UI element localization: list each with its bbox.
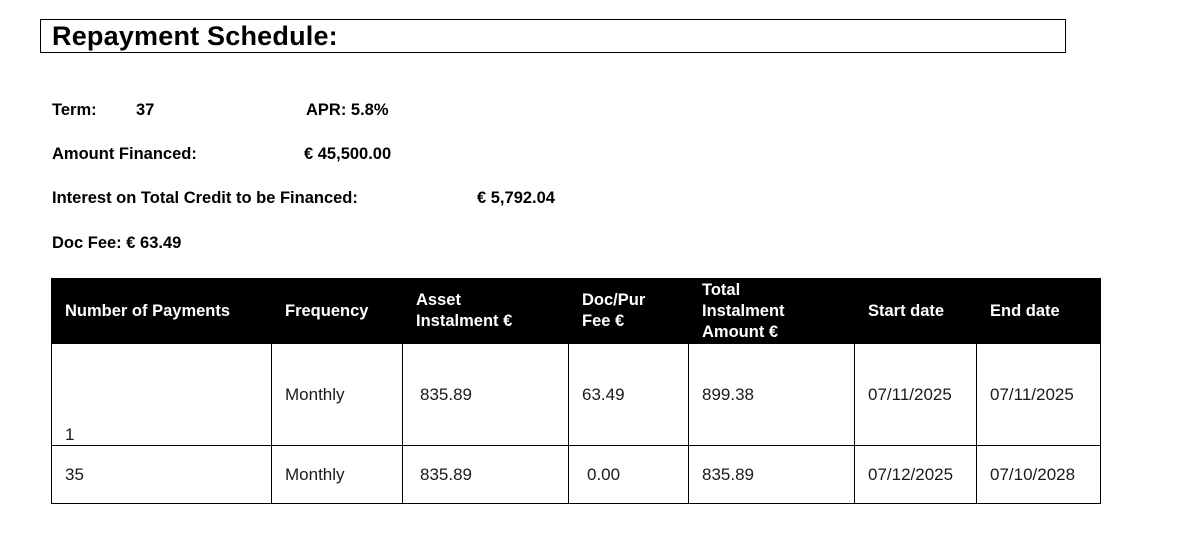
cell-doc-fee: 63.49	[569, 344, 689, 446]
header-number-of-payments: Number of Payments	[52, 279, 272, 344]
cell-number-of-payments: 1	[52, 344, 272, 446]
table-row	[52, 344, 1101, 446]
cell-frequency: Monthly	[272, 344, 403, 446]
cell-asset-instalment: 835.89	[403, 446, 569, 504]
header-doc-fee: Doc/Pur Fee €	[569, 279, 689, 344]
interest-label: Interest on Total Credit to be Financed:	[52, 189, 358, 207]
cell-number-of-payments: 35	[52, 446, 272, 504]
cell-start-date: 07/12/2025	[855, 446, 977, 504]
amount-financed-label: Amount Financed:	[52, 145, 197, 163]
repayment-table	[51, 278, 1101, 504]
cell-start-date: 07/11/2025	[855, 344, 977, 446]
header-start-date: Start date	[855, 279, 977, 344]
title-box	[40, 19, 1066, 53]
term-label: Term:	[52, 101, 97, 119]
header-frequency: Frequency	[272, 279, 403, 344]
cell-end-date: 07/11/2025	[977, 344, 1101, 446]
cell-end-date: 07/10/2028	[977, 446, 1101, 504]
doc-fee-label: Doc Fee: € 63.49	[52, 234, 182, 252]
cell-doc-fee: 0.00	[569, 446, 689, 504]
header-end-date: End date	[977, 279, 1101, 344]
cell-asset-instalment: 835.89	[403, 344, 569, 446]
cell-frequency: Monthly	[272, 446, 403, 504]
cell-total-instalment: 899.38	[689, 344, 855, 446]
page-title: Repayment Schedule:	[52, 21, 338, 51]
term-value: 37	[136, 101, 155, 119]
header-asset-instalment: Asset Instalment €	[403, 279, 569, 344]
amount-financed-value: € 45,500.00	[304, 145, 392, 163]
cell-total-instalment: 835.89	[689, 446, 855, 504]
header-total-instalment: Total Instalment Amount €	[689, 279, 855, 344]
apr-label: APR: 5.8%	[306, 101, 389, 119]
interest-value: € 5,792.04	[477, 189, 555, 207]
table-row	[52, 446, 1101, 504]
table-header-row	[52, 279, 1101, 344]
